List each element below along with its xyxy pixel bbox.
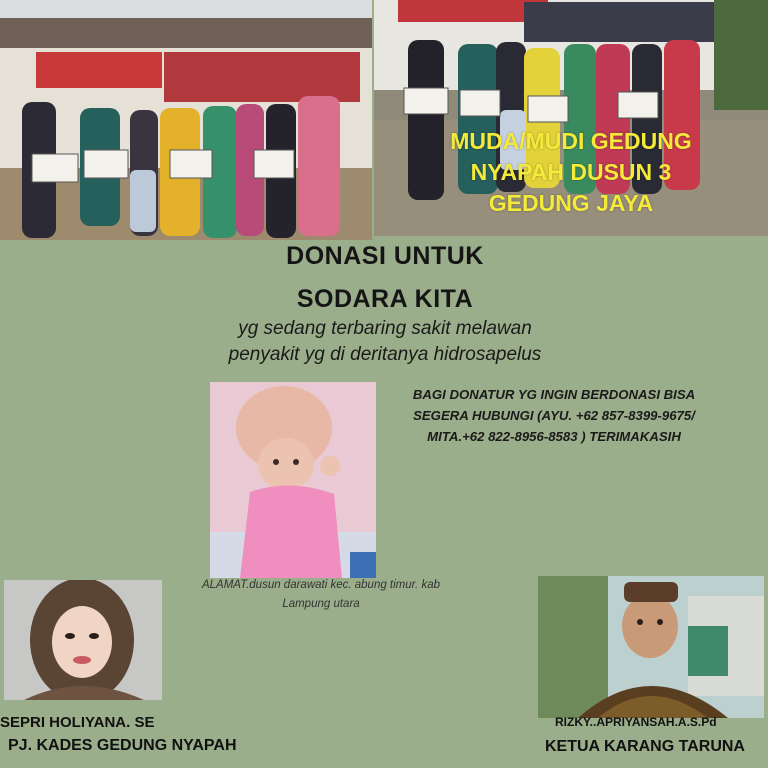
donor-note-line-1: BAGI DONATUR YG INGIN BERDONASI BISA (412, 387, 696, 402)
address-line-2: Lampung utara (282, 598, 360, 610)
baby-photo (210, 382, 376, 578)
group-photo-left (0, 0, 372, 240)
donor-contact-note (384, 384, 724, 447)
caption-line-1: MUDA/MUDI GEDUNG (450, 128, 692, 154)
address-line-1: ALAMAT.dusun darawati kec. abung timur. kab (201, 579, 440, 591)
top-right-caption (374, 126, 768, 219)
contact-left-name: SEPRI HOLIYANA. SE (0, 714, 155, 731)
title-line-1: DONASI UNTUK (286, 242, 484, 270)
donor-note-line-2: SEGERA HUBUNGI (AYU. +62 857-8399-9675/ (413, 408, 695, 423)
contact-left-role: PJ. KADES GEDUNG NYAPAH (8, 737, 237, 754)
man-portrait (538, 576, 764, 718)
caption-line-3: GEDUNG JAYA (488, 190, 654, 216)
address (176, 576, 466, 614)
donor-note-line-3: MITA.+62 822-8956-8583 ) TERIMAKASIH (427, 429, 681, 444)
subtitle-line-1: yg sedang terbaring sakit melawan (238, 318, 532, 339)
caption-line-2: NYAPAH DUSUN 3 (470, 159, 672, 185)
contact-right-role: KETUA KARANG TARUNA (545, 738, 745, 755)
contact-right-name: RIZKY..APRIYANSAH.A.S.Pd (555, 715, 717, 729)
woman-portrait (4, 580, 162, 700)
subtitle-line-2: penyakit yg di deritanya hidrosapelus (228, 344, 542, 365)
title-line-2: SODARA KITA (296, 285, 474, 313)
